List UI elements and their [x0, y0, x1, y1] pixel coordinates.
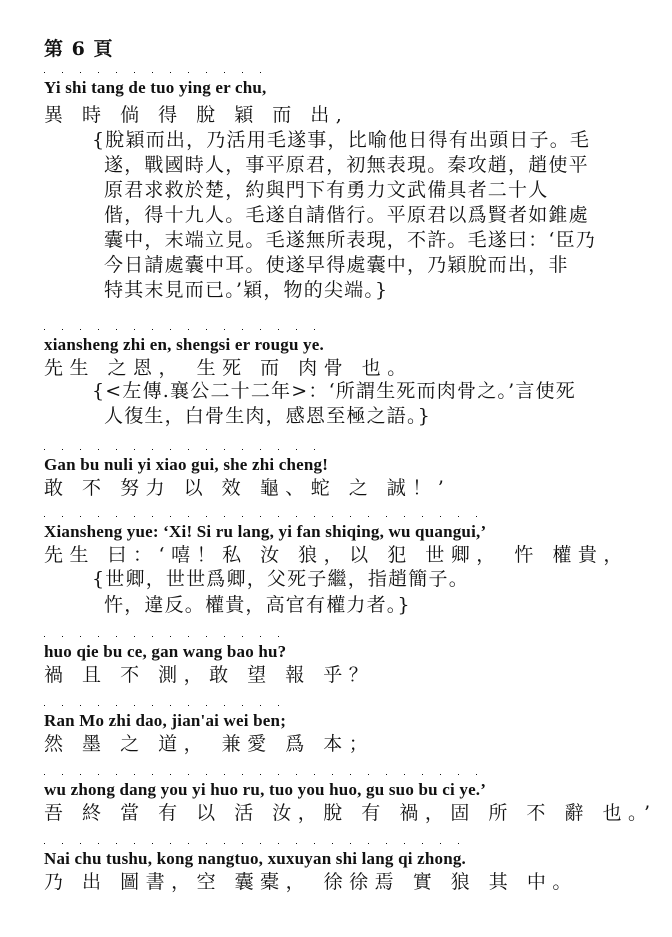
annotation-line: 囊中，末端立見。毛遂無所表現，不許。毛遂曰：‘臣乃	[104, 229, 597, 251]
hanzi-line: 先生 曰：‘嘻！私 汝 狼，以 犯 世卿， 忤 權貴，	[44, 544, 629, 566]
pinyin-line: Xiansheng yue: ‘Xi! Si ru lang, yi fan shiqing, wu quangui,’	[44, 514, 486, 542]
annotation-line: 忤，違反。權貴，高官有權力者。}	[104, 594, 411, 616]
annotation-line: 特其末見而已。’穎，物的尖端。}	[104, 279, 389, 301]
hanzi-line: 敢 不 努力 以 效 龜、蛇 之 誠！’	[44, 477, 451, 499]
pinyin-line: Ran Mo zhi dao, jian'ai wei ben;	[44, 703, 286, 731]
hanzi-line: 異 時 倘 得 脫 穎 而 出,	[44, 104, 349, 126]
hanzi-line: 先生 之恩， 生死 而 肉骨 也。	[44, 357, 413, 379]
hanzi-line: 禍 且 不 測，敢 望 報 乎？	[44, 664, 375, 686]
annotation-line: {世卿，世世爲卿，父死子繼，指趙簡子。	[92, 568, 469, 590]
page-number: 第 6 頁	[44, 38, 114, 60]
pinyin-line: Nai chu tushu, kong nangtuo, xuxuyan shi lang qi zhong.	[44, 841, 466, 869]
pinyin-line: huo qie bu ce, gan wang bao hu?	[44, 634, 286, 662]
hanzi-line: 吾 終 當 有 以 活 汝，脫 有 禍，固 所 不 辭 也。’	[44, 802, 657, 824]
hanzi-line: 乃 出 圖書，空 囊橐， 徐徐焉 實 狼 其 中。	[44, 871, 578, 893]
hanzi-line: 然 墨 之 道， 兼愛 爲 本；	[44, 733, 375, 755]
pinyin-line: Gan bu nuli yi xiao gui, she zhi cheng!	[44, 447, 328, 475]
annotation-line: {脫穎而出，乃活用毛遂事，比喻他日得有出頭日子。毛	[92, 129, 591, 151]
annotation-line: 原君求救於楚，約與門下有勇力文武備具者二十人	[104, 179, 549, 201]
annotation-line: 今日請處囊中耳。使遂早得處囊中，乃穎脫而出，非	[104, 254, 569, 276]
annotation-line: 人復生，白骨生肉，感恩至極之語。}	[104, 405, 431, 427]
annotation-line: 偕，得十九人。毛遂自請偕行。平原君以爲賢者如錐處	[104, 204, 589, 226]
pinyin-line: xiansheng zhi en, shengsi er rougu ye.	[44, 327, 324, 355]
pinyin-line: wu zhong dang you yi huo ru, tuo you huo, gu suo bu ci ye.’	[44, 772, 486, 800]
pinyin-line: Yi shi tang de tuo ying er chu,	[44, 70, 267, 98]
annotation-line: 遂，戰國時人，事平原君，初無表現。秦攻趙，趙使平	[104, 154, 589, 176]
annotation-line: {<左傳.襄公二十二年>：‘所謂生死而肉骨之。’言使死	[92, 380, 576, 402]
